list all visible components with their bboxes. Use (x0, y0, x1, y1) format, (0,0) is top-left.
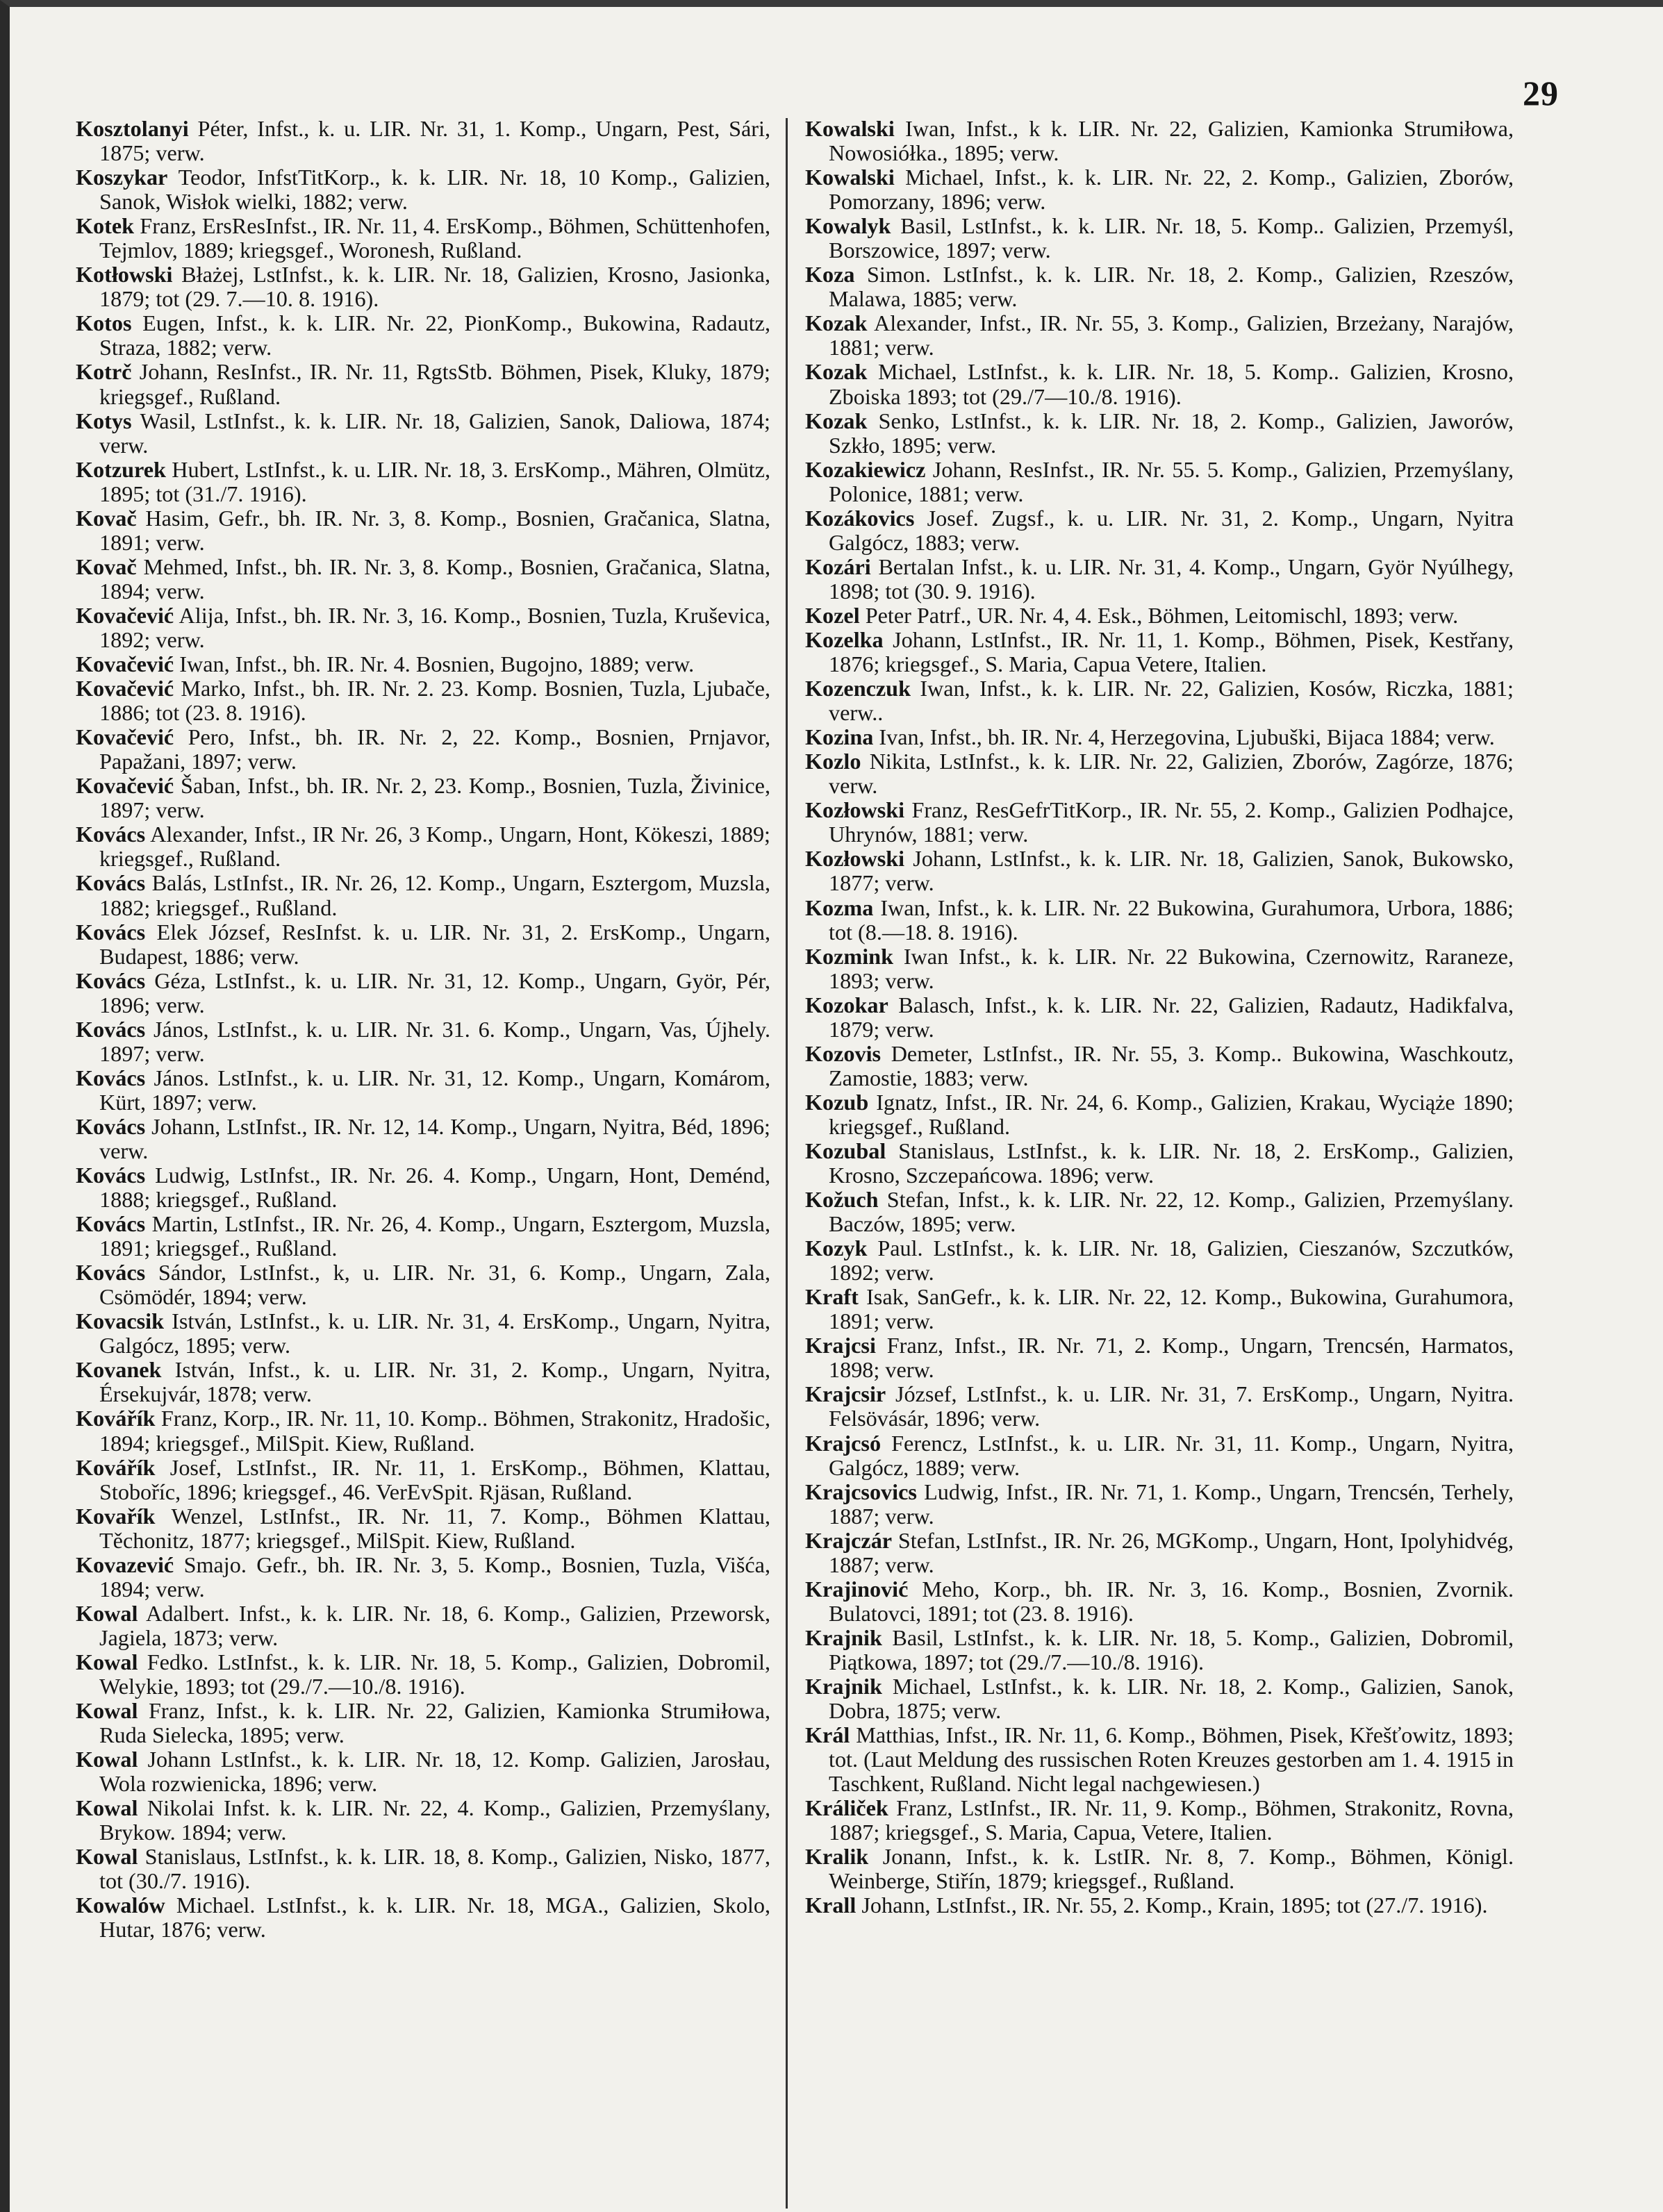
entry-surname: Kozokar (805, 992, 888, 1017)
entry-details: Péter, Infst., k. u. LIR. Nr. 31, 1. Komp., Ungarn, Pest, Sári, 1875; verw. (99, 116, 770, 166)
entry-surname: Kovács (76, 1016, 146, 1042)
entry-surname: Koszykar (76, 165, 168, 190)
entry-details: Isak, SanGefr., k. k. LIR. Nr. 22, 12. Komp., Bukowina, Gurahumora, 1891; verw. (829, 1284, 1514, 1334)
entry-surname: Kotłowski (76, 262, 173, 288)
entry-details: Iwan, Infst., bh. IR. Nr. 4. Bosnien, Bugojno, 1889; verw. (179, 651, 695, 677)
entry-surname: Kovačević (76, 676, 174, 701)
register-entry (805, 1626, 1514, 1674)
entry-surname: Krajnik (805, 1674, 882, 1699)
register-entry (76, 555, 770, 604)
register-entry (76, 652, 770, 676)
entry-details: Johann LstInfst., k. k. LIR. Nr. 18, 12. Komp. Galizien, Jarosłau, Wola rozwienicka, 1896; verw. (99, 1747, 770, 1797)
entry-surname: Kozak (805, 310, 868, 336)
register-entry (76, 1504, 770, 1553)
register-entry (76, 1553, 770, 1602)
entry-details: Josef. Zugsf., k. u. LIR. Nr. 31, 2. Komp., Ungarn, Nyitra Galgócz, 1883; verw. (829, 505, 1514, 555)
entry-details: Franz, Korp., IR. Nr. 11, 10. Komp.. Böhmen, Strakonitz, Hradošic, 1894; kriegsgef., MilSpit. Kiew, Rußland. (99, 1406, 771, 1456)
register-entry (76, 1212, 770, 1261)
entry-surname: Kovács (76, 1113, 146, 1139)
register-entry (76, 604, 770, 652)
entry-details: Franz, Infst., k. k. LIR. Nr. 22, Galizien, Kamionka Strumiłowa, Ruda Sielecka, 1895; verw. (99, 1698, 770, 1748)
register-entry (805, 1723, 1514, 1796)
entry-details: Meho, Korp., bh. IR. Nr. 3, 16. Komp., Bosnien, Zvornik. Bulatovci, 1891; tot (23. 8. 1916). (829, 1576, 1514, 1626)
register-entry (76, 1406, 770, 1455)
register-entry (76, 1163, 770, 1212)
entry-details: Ludwig, Infst., IR. Nr. 71, 1. Komp., Ungarn, Trencsén, Terhely, 1887; verw. (829, 1479, 1514, 1529)
entry-details: Ignatz, Infst., IR. Nr. 24, 6. Komp., Galizien, Krakau, Wyciąże 1890; kriegsgef., Rußland. (829, 1089, 1514, 1139)
entry-surname: Kotzurek (76, 456, 166, 482)
register-entry (76, 458, 770, 506)
entry-details: József, LstInfst., k. u. LIR. Nr. 31, 7. ErsKomp., Ungarn, Nyitra. Felsövásár, 1896; verw. (829, 1381, 1514, 1431)
entry-details: Iwan, Infst., k. k. LIR. Nr. 22, Galizien, Kosów, Riczka, 1881; verw.. (829, 676, 1514, 726)
register-entry (805, 1236, 1514, 1285)
entry-details: Mehmed, Infst., bh. IR. Nr. 3, 8. Komp., Bosnien, Gračanica, Slatna, 1894; verw. (99, 554, 770, 604)
entry-details: Stanislaus, LstInfst., k. k. LIR. 18, 8. Komp., Galizien, Nisko, 1877, tot (30./7. 1916). (99, 1844, 770, 1894)
register-entry (76, 1699, 770, 1747)
entry-surname: Kovářík (76, 1454, 156, 1480)
entry-surname: Kožuch (805, 1187, 879, 1213)
entry-details: Michael, LstInfst., k. k. LIR. Nr. 18, 5. Komp.. Galizien, Krosno, Zboiska 1893; tot (29./7—10./8. 1916). (829, 359, 1514, 409)
register-entry (76, 409, 770, 458)
entry-surname: Kowalski (805, 165, 895, 190)
entry-surname: Kozłowski (805, 797, 905, 823)
entry-surname: Kovačević (76, 773, 174, 799)
register-entry (76, 311, 770, 360)
entry-surname: Kralik (805, 1844, 869, 1870)
entry-surname: Kozłowski (805, 846, 905, 872)
entry-surname: Kovács (76, 919, 146, 945)
register-entry (76, 1309, 770, 1358)
entry-details: Marko, Infst., bh. IR. Nr. 2. 23. Komp. Bosnien, Tuzla, Ljubače, 1886; tot (23. 8. 1916). (99, 676, 770, 726)
entry-details: Demeter, LstInfst., IR. Nr. 55, 3. Komp.. Bukowina, Waschkoutz, Zamostie, 1883; verw. (829, 1040, 1514, 1090)
entry-surname: Kozmink (805, 943, 893, 969)
entry-details: Peter Patrf., UR. Nr. 4, 4. Esk., Böhmen, Leitomischl, 1893; verw. (865, 602, 1459, 628)
entry-details: Alexander, Infst., IR Nr. 26, 3 Komp., Ungarn, Hont, Kökeszi, 1889; kriegsgef., Rußland. (99, 822, 770, 872)
register-entry (805, 628, 1514, 676)
register-entry (805, 749, 1514, 798)
register-entry (76, 969, 770, 1017)
register-entry (805, 993, 1514, 1042)
entry-surname: Kovářík (76, 1406, 156, 1431)
entry-details: Basil, LstInfst., k. k. LIR. Nr. 18, 5. Komp., Galizien, Dobromil, Piątkowa, 1897; tot (29./7.—10./8. 1916). (829, 1624, 1514, 1674)
entry-details: Ivan, Infst., bh. IR. Nr. 4, Herzegovina, Ljubuški, Bijaca 1884; verw. (879, 724, 1495, 750)
entry-surname: Kovačević (76, 602, 174, 628)
entry-details: Fedko. LstInfst., k. k. LIR. Nr. 18, 5. Komp., Galizien, Dobromil, Welykie, 1893; tot (29./7.—10./8. 1916). (99, 1649, 771, 1699)
register-entry (805, 1529, 1514, 1577)
entry-details: István, Infst., k. u. LIR. Nr. 31, 2. Komp., Ungarn, Nyitra, Érsekujvár, 1878; verw. (99, 1357, 771, 1407)
entry-details: Michael, Infst., k. k. LIR. Nr. 22, 2. Komp., Galizien, Zborów, Pomorzany, 1896; verw. (829, 165, 1514, 215)
entry-details: Johann, LstInfst., IR. Nr. 12, 14. Komp., Ungarn, Nyitra, Béd, 1896; verw. (99, 1113, 770, 1163)
entry-details: Johann, LstInfst., k. k. LIR. Nr. 18, Galizien, Sanok, Bukowsko, 1877; verw. (829, 846, 1514, 896)
entry-details: Eugen, Infst., k. k. LIR. Nr. 22, PionKomp., Bukowina, Radautz, Straza, 1882; verw. (99, 310, 770, 360)
entry-surname: Krajnik (805, 1624, 882, 1650)
entry-surname: Kovács (76, 967, 146, 993)
entry-details: Bertalan Infst., k. u. LIR. Nr. 31, 4. Komp., Ungarn, Györ Nyúlhegy, 1898; tot (30. 9. 1916). (829, 554, 1514, 604)
register-entry (805, 555, 1514, 604)
entry-surname: Kovač (76, 505, 137, 531)
entry-details: Stanislaus, LstInfst., k. k. LIR. Nr. 18, 2. ErsKomp., Galizien, Krosno, Szczepańcowa. 1896; verw. (829, 1138, 1514, 1188)
entry-details: Balasch, Infst., k. k. LIR. Nr. 22, Galizien, Radautz, Hadikfalva, 1879; verw. (829, 992, 1514, 1042)
register-entry (805, 1796, 1514, 1845)
entry-details: Błażej, LstInfst., k. k. LIR. Nr. 18, Galizien, Krosno, Jasionka, 1879; tot (29. 7.—10. 8. 1916). (99, 262, 770, 312)
entry-details: Simon. LstInfst., k. k. LIR. Nr. 18, 2. Komp., Galizien, Rzeszów, Malawa, 1885; verw. (829, 262, 1514, 312)
entry-details: Nikita, LstInfst., k. k. LIR. Nr. 22, Galizien, Zborów, Zagórze, 1876; verw. (829, 749, 1514, 799)
entry-surname: Kotrč (76, 359, 132, 385)
entry-surname: Kozovis (805, 1040, 882, 1066)
entry-details: Smajo. Gefr., bh. IR. Nr. 3, 5. Komp., Bosnien, Tuzla, Višća, 1894; verw. (99, 1552, 770, 1602)
entry-surname: Kotys (76, 408, 132, 433)
register-entry (76, 1017, 770, 1066)
entry-surname: Kozákovics (805, 505, 915, 531)
entry-details: Pero, Infst., bh. IR. Nr. 2, 22. Komp., Bosnien, Prnjavor, Papažani, 1897; verw. (99, 724, 770, 774)
entry-details: Nikolai Infst. k. k. LIR. Nr. 22, 4. Komp., Galizien, Przemyślany, Brykow. 1894; verw. (99, 1795, 770, 1845)
entry-details: Alexander, Infst., IR. Nr. 55, 3. Komp., Galizien, Brzeżany, Narajów, 1881; verw. (829, 310, 1514, 360)
entry-details: Balás, LstInfst., IR. Nr. 26, 12. Komp., Ungarn, Esztergom, Muzsla, 1882; kriegsgef., Rußland. (99, 870, 771, 920)
register-entry (805, 506, 1514, 555)
register-entry (805, 896, 1514, 945)
entry-surname: Kozári (805, 554, 871, 579)
entry-surname: Kovács (76, 1163, 146, 1188)
register-entry (805, 1480, 1514, 1529)
register-entry (805, 1431, 1514, 1480)
entry-surname: Kovařík (76, 1503, 156, 1529)
entry-details: Hubert, LstInfst., k. u. LIR. Nr. 18, 3. ErsKomp., Mähren, Olmütz, 1895; tot (31./7. 1916). (99, 456, 770, 506)
entry-surname: Krajcsir (805, 1381, 886, 1407)
register-entry (805, 117, 1514, 165)
register-entry (76, 774, 770, 822)
entry-surname: Král (805, 1722, 850, 1748)
register-entry (76, 1893, 770, 1942)
register-entry (805, 311, 1514, 360)
entry-details: Hasim, Gefr., bh. IR. Nr. 3, 8. Komp., Bosnien, Gračanica, Slatna, 1891; verw. (99, 505, 770, 555)
entry-surname: Kovazević (76, 1552, 174, 1577)
register-entry (805, 263, 1514, 311)
entry-details: Johann, LstInfst., IR. Nr. 55, 2. Komp., Krain, 1895; tot (27./7. 1916). (861, 1893, 1488, 1918)
register-entry (805, 165, 1514, 214)
entry-surname: Koza (805, 262, 855, 288)
register-entry (805, 1845, 1514, 1893)
entry-surname: Kozak (805, 359, 868, 385)
entry-details: Géza, LstInfst., k. u. LIR. Nr. 31, 12. Komp., Ungarn, Györ, Pér, 1896; verw. (99, 967, 771, 1017)
entry-surname: Kowal (76, 1649, 138, 1674)
entry-details: Senko, LstInfst., k. k. LIR. Nr. 18, 2. Komp., Galizien, Jaworów, Szkło, 1895; verw. (829, 408, 1514, 458)
register-entry (76, 871, 770, 920)
page-number: 29 (1523, 74, 1559, 113)
entry-details: Franz, ResGefrTitKorp., IR. Nr. 55, 2. Komp., Galizien Podhajce, Uhrynów, 1881; verw. (829, 797, 1514, 847)
entry-surname: Kovács (76, 1211, 146, 1237)
entry-surname: Krajcsó (805, 1430, 882, 1456)
entry-surname: Kowal (76, 1747, 138, 1772)
register-entry (76, 1602, 770, 1650)
register-entry (76, 1650, 770, 1699)
register-entry (76, 1115, 770, 1163)
entry-surname: Kovačević (76, 724, 174, 750)
register-entry (805, 1577, 1514, 1626)
entry-details: Matthias, Infst., IR. Nr. 11, 6. Komp., Böhmen, Pisek, Křešťowitz, 1893; tot. (Laut Meldung des russischen Roten Kreuzes gestorben am 1. 4. 1915 in Taschkent, Rußland. Nicht legal nachgewiesen.) (829, 1722, 1514, 1797)
entry-surname: Kowalyk (805, 213, 891, 239)
register-entry (76, 360, 770, 408)
register-entry (76, 214, 770, 263)
entry-details: János, LstInfst., k. u. LIR. Nr. 31. 6. Komp., Ungarn, Vas, Újhely. 1897; verw. (99, 1016, 770, 1066)
entry-details: Elek József, ResInfst. k. u. LIR. Nr. 31, 2. ErsKomp., Ungarn, Budapest, 1886; verw. (99, 919, 770, 969)
entry-surname: Kovač (76, 554, 137, 579)
register-entry (805, 725, 1514, 749)
entry-details: Stefan, LstInfst., IR. Nr. 26, MGKomp., Ungarn, Hont, Ipolyhidvég, 1887; verw. (829, 1527, 1514, 1577)
entry-details: Franz, ErsResInfst., IR. Nr. 11, 4. ErsKomp., Böhmen, Schüttenhofen, Tejmlov, 1889; kriegsgef., Woronesh, Rußland. (99, 213, 771, 263)
register-entry (76, 263, 770, 311)
register-entry (805, 1285, 1514, 1333)
register-entry (76, 725, 770, 774)
entry-surname: Kozub (805, 1089, 869, 1115)
entry-details: Adalbert. Infst., k. k. LIR. Nr. 18, 6. Komp., Galizien, Przeworsk, Jagiela, 1873; verw. (99, 1600, 770, 1650)
register-entry (805, 1382, 1514, 1431)
entry-surname: Kotos (76, 310, 132, 336)
entry-surname: Kotek (76, 213, 135, 239)
entry-details: Iwan Infst., k. k. LIR. Nr. 22 Bukowina, Czernowitz, Raraneze, 1893; verw. (829, 943, 1514, 993)
entry-details: Franz, LstInfst., IR. Nr. 11, 9. Komp., Böhmen, Strakonitz, Rovna, 1887; kriegsgef., S. Maria, Capua, Vetere, Italien. (829, 1795, 1514, 1845)
entry-surname: Krajcsovics (805, 1479, 917, 1504)
entry-details: Ferencz, LstInfst., k. u. LIR. Nr. 31, 11. Komp., Ungarn, Nyitra, Galgócz, 1889; verw. (829, 1430, 1514, 1480)
register-entry (805, 604, 1514, 628)
entry-details: Basil, LstInfst., k. k. LIR. Nr. 18, 5. Komp.. Galizien, Przemyśl, Borszowice, 1897; verw. (829, 213, 1514, 263)
entry-surname: Kowalski (805, 116, 895, 141)
register-entry (76, 920, 770, 969)
entry-surname: Kozma (805, 895, 874, 920)
register-entry (76, 117, 770, 165)
entry-details: Martin, LstInfst., IR. Nr. 26, 4. Komp., Ungarn, Esztergom, Muzsla, 1891; kriegsgef., Rußland. (99, 1211, 771, 1261)
register-entry (76, 1358, 770, 1406)
entry-surname: Kozel (805, 602, 860, 628)
entry-surname: Kosztolanyi (76, 116, 189, 141)
entry-details: Ludwig, LstInfst., IR. Nr. 26. 4. Komp., Ungarn, Hont, Deménd, 1888; kriegsgef., Rußland. (99, 1163, 770, 1213)
register-entry (805, 409, 1514, 458)
entry-details: Wasil, LstInfst., k. k. LIR. Nr. 18, Galizien, Sanok, Daliowa, 1874; verw. (99, 408, 770, 458)
entry-details: Alija, Infst., bh. IR. Nr. 3, 16. Komp., Bosnien, Tuzla, Kruševica, 1892; verw. (99, 602, 770, 652)
entry-details: Franz, Infst., IR. Nr. 71, 2. Komp., Ungarn, Trencsén, Harmatos, 1898; verw. (829, 1333, 1514, 1383)
entry-surname: Kowal (76, 1698, 138, 1724)
entry-surname: Kozyk (805, 1236, 868, 1261)
register-entry (805, 798, 1514, 847)
register-entry (76, 1261, 770, 1309)
entry-surname: Kovanek (76, 1357, 162, 1383)
entry-surname: Kozelka (805, 626, 884, 652)
register-entry (805, 1090, 1514, 1139)
register-entry (805, 360, 1514, 408)
entry-surname: Kowalów (76, 1893, 165, 1918)
register-entry (805, 1042, 1514, 1090)
entry-surname: Kovacsik (76, 1308, 164, 1334)
register-entry (76, 506, 770, 555)
right-column (805, 117, 1514, 1918)
entry-surname: Krall (805, 1893, 857, 1918)
register-entry (76, 1796, 770, 1845)
entry-surname: Kovács (76, 822, 146, 847)
entry-details: István, LstInfst., k. u. LIR. Nr. 31, 4. ErsKomp., Ungarn, Nyitra, Galgócz, 1895; verw. (99, 1308, 771, 1358)
register-entry (76, 676, 770, 725)
entry-surname: Krajinović (805, 1576, 909, 1602)
entry-details: Jonann, Infst., k. k. LstIR. Nr. 8, 7. Komp., Böhmen, Königl. Weinberge, Stiřín, 1879; kriegsgef., Rußland. (829, 1844, 1514, 1894)
entry-details: Wenzel, LstInfst., IR. Nr. 11, 7. Komp., Böhmen Klattau, Těchonitz, 1877; kriegsgef., MilSpit. Kiew, Rußland. (99, 1503, 771, 1553)
entry-details: Johann, ResInfst., IR. Nr. 11, RgtsStb. Böhmen, Pisek, Kluky, 1879; kriegsgef., Rußland. (99, 359, 770, 409)
entry-details: Johann, ResInfst., IR. Nr. 55. 5. Komp., Galizien, Przemyślany, Polonice, 1881; verw. (829, 456, 1514, 506)
entry-surname: Kozubal (805, 1138, 886, 1163)
register-entry (805, 1893, 1514, 1918)
entry-surname: Kozak (805, 408, 868, 433)
register-entry (805, 847, 1514, 895)
entry-surname: Kowal (76, 1795, 138, 1821)
entry-details: Šaban, Infst., bh. IR. Nr. 2, 23. Komp., Bosnien, Tuzla, Živinice, 1897; verw. (99, 773, 770, 823)
register-entry (805, 1674, 1514, 1723)
register-entry (805, 1188, 1514, 1236)
entry-details: Iwan, Infst., k k. LIR. Nr. 22, Galizien, Kamionka Strumiłowa, Nowosiółka., 1895; verw. (829, 116, 1514, 166)
entry-details: Michael. LstInfst., k. k. LIR. Nr. 18, MGA., Galizien, Skolo, Hutar, 1876; verw. (99, 1893, 771, 1943)
entry-surname: Kowal (76, 1600, 138, 1626)
register-entry (805, 1333, 1514, 1382)
register-entry (76, 1456, 770, 1504)
column-divider (786, 118, 788, 2209)
register-entry (76, 1066, 770, 1115)
entry-details: Iwan, Infst., k. k. LIR. Nr. 22 Bukowina, Gurahumora, Urbora, 1886; tot (8.—18. 8. 1916). (829, 895, 1514, 945)
entry-details: Teodor, InfstTitKorp., k. k. LIR. Nr. 18, 10 Komp., Galizien, Sanok, Wisłok wielki, 1882; verw. (99, 165, 770, 215)
entry-details: Paul. LstInfst., k. k. LIR. Nr. 18, Galizien, Cieszanów, Szczutków, 1892; verw. (829, 1236, 1514, 1286)
register-entry (76, 1747, 770, 1796)
entry-surname: Kovács (76, 1260, 146, 1286)
entry-surname: Králiček (805, 1795, 888, 1821)
register-entry (76, 1845, 770, 1893)
entry-details: János. LstInfst., k. u. LIR. Nr. 31, 12. Komp., Ungarn, Komárom, Kürt, 1897; verw. (99, 1065, 771, 1115)
entry-surname: Kozlo (805, 749, 861, 774)
register-entry (805, 676, 1514, 725)
entry-surname: Kowal (76, 1844, 138, 1870)
entry-details: Michael, LstInfst., k. k. LIR. Nr. 18, 2. Komp., Galizien, Sanok, Dobra, 1875; verw. (829, 1674, 1514, 1724)
entry-details: Josef, LstInfst., IR. Nr. 11, 1. ErsKomp., Böhmen, Klattau, Stoboříc, 1896; kriegsgef., 46. VerEvSpit. Rjäsan, Rußland. (99, 1454, 770, 1504)
entry-surname: Kovačević (76, 651, 174, 677)
entry-surname: Krajcsi (805, 1333, 876, 1358)
entry-details: Stefan, Infst., k. k. LIR. Nr. 22, 12. Komp., Galizien, Przemyślany. Baczów, 1895; verw. (829, 1187, 1514, 1237)
entry-details: Johann, LstInfst., IR. Nr. 11, 1. Komp., Böhmen, Pisek, Kestřany, 1876; kriegsgef., S. Maria, Capua Vetere, Italien. (829, 626, 1514, 677)
entry-surname: Kozakiewicz (805, 456, 926, 482)
entry-surname: Kraft (805, 1284, 859, 1310)
entry-surname: Kozenczuk (805, 676, 911, 701)
entry-surname: Kovács (76, 870, 146, 896)
register-entry (805, 214, 1514, 263)
entry-surname: Kozina (805, 724, 874, 750)
entry-details: Sándor, LstInfst., k, u. LIR. Nr. 31, 6. Komp., Ungarn, Zala, Csömödér, 1894; verw. (99, 1260, 770, 1310)
entry-surname: Kovács (76, 1065, 146, 1090)
register-entry (805, 945, 1514, 993)
register-entry (76, 822, 770, 871)
register-entry (76, 165, 770, 214)
entry-surname: Krajczár (805, 1527, 893, 1553)
register-entry (805, 1139, 1514, 1188)
register-entry (805, 458, 1514, 506)
left-column (76, 117, 770, 1943)
